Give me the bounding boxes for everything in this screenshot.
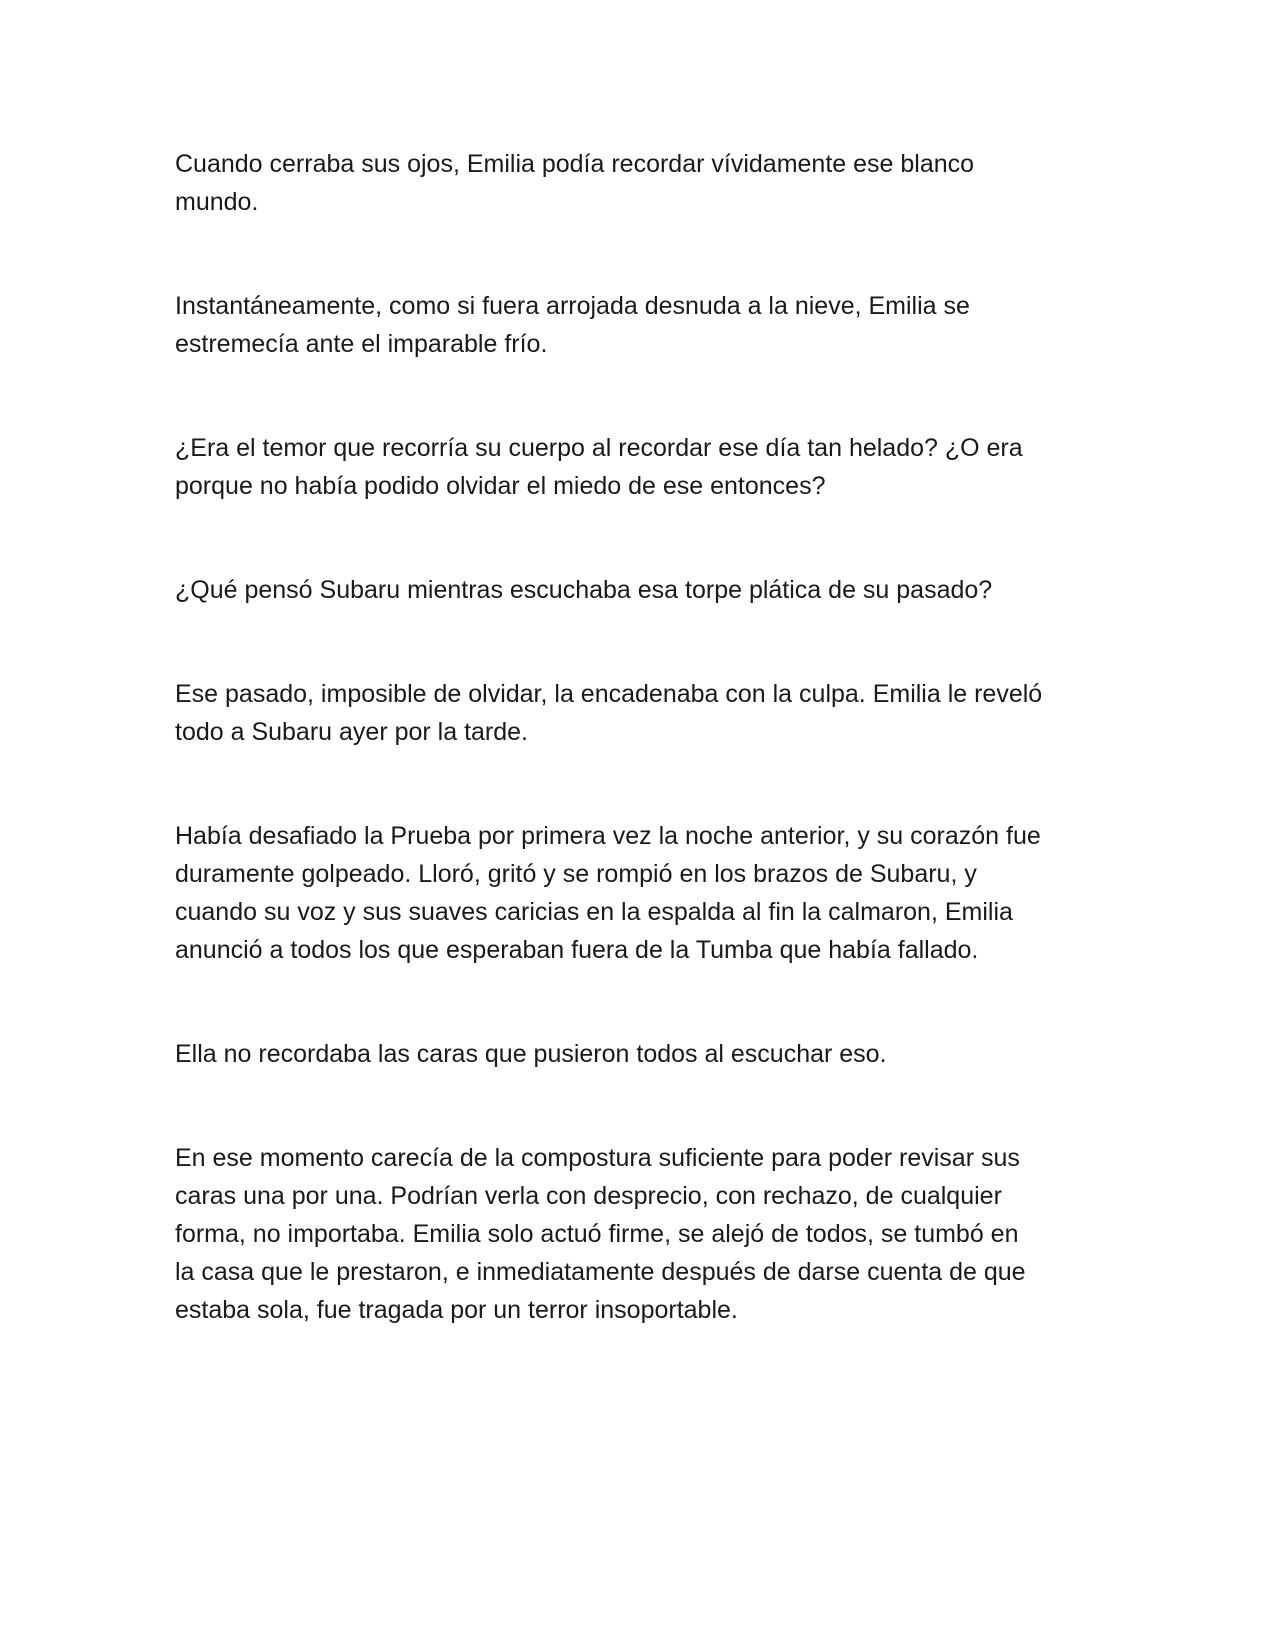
text-line: Instantáneamente, como si fuera arrojada desnuda a la nieve, Emilia se — [175, 292, 970, 320]
paragraph-1 — [175, 145, 1105, 221]
text-line: Había desafiado la Prueba por primera vez la noche anterior, y su corazón fue — [175, 822, 1041, 850]
text-line: caras una por una. Podrían verla con desprecio, con rechazo, de cualquier — [175, 1182, 1002, 1210]
text-line: la casa que le prestaron, e inmediatamente después de darse cuenta de que — [175, 1258, 1026, 1286]
text-line: porque no había podido olvidar el miedo de ese entonces? — [175, 472, 826, 500]
text-line: En ese momento carecía de la compostura suficiente para poder revisar sus — [175, 1144, 1020, 1172]
text-line: duramente golpeado. Lloró, gritó y se rompió en los brazos de Subaru, y — [175, 860, 977, 888]
text-line: forma, no importaba. Emilia solo actuó firme, se alejó de todos, se tumbó en — [175, 1220, 1019, 1248]
paragraph-7 — [175, 1035, 1105, 1073]
paragraph-6 — [175, 817, 1105, 969]
text-line: Ese pasado, imposible de olvidar, la encadenaba con la culpa. Emilia le reveló — [175, 680, 1043, 708]
paragraph-4 — [175, 571, 1105, 609]
text-line: ¿Era el temor que recorría su cuerpo al recordar ese día tan helado? ¿O era — [175, 434, 1023, 462]
text-line: todo a Subaru ayer por la tarde. — [175, 718, 529, 746]
paragraph-5 — [175, 675, 1105, 751]
text-line: Ella no recordaba las caras que pusieron todos al escuchar eso. — [175, 1040, 887, 1068]
text-line: mundo. — [175, 188, 259, 216]
text-line: estaba sola, fue tragada por un terror insoportable. — [175, 1296, 738, 1324]
document-body — [175, 145, 1105, 1395]
paragraph-2 — [175, 287, 1105, 363]
text-line: Cuando cerraba sus ojos, Emilia podía recordar vívidamente ese blanco — [175, 150, 975, 178]
paragraph-8 — [175, 1139, 1105, 1329]
text-line: ¿Qué pensó Subaru mientras escuchaba esa torpe plática de su pasado? — [175, 576, 993, 604]
text-line: cuando su voz y sus suaves caricias en la espalda al fin la calmaron, Emilia — [175, 898, 1013, 926]
text-line: anunció a todos los que esperaban fuera de la Tumba que había fallado. — [175, 936, 979, 964]
paragraph-3 — [175, 429, 1105, 505]
text-line: estremecía ante el imparable frío. — [175, 330, 548, 358]
